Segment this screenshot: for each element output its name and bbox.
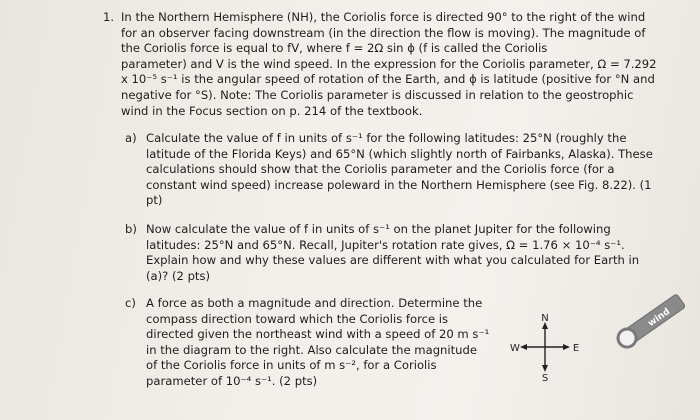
intro-line: the Coriolis force is equal to fV, where f = 2Ω sin ϕ (f is called the Coriolis (121, 41, 548, 56)
part-c-line: directed given the northeast wind with a speed of 20 m s⁻¹ (146, 327, 490, 342)
compass-south-label: S (541, 373, 549, 382)
part-b-text (146, 222, 666, 284)
part-a-line: latitude of the Florida Keys) and 65°N (which slightly north of Fairbanks, Alaska). These (146, 146, 653, 161)
wind-label: wind (646, 306, 673, 329)
part-c-line: of the Coriolis force in units of m s⁻², for a Coriolis (146, 358, 437, 373)
intro-line: x 10⁻⁵ s⁻¹ is the angular speed of rotation of the Earth, and ϕ is latitude (positive for °N and (121, 72, 655, 87)
part-a-line: pt) (146, 193, 163, 208)
part-c-text (146, 296, 516, 390)
intro-line: In the Northern Hemisphere (NH), the Coriolis force is directed 90° to the right of the wind (121, 10, 646, 24)
part-a-line: calculations should show that the Coriolis parameter and the Coriolis force (for a (146, 162, 615, 177)
question-number: 1. (103, 10, 115, 24)
part-c-line: compass direction toward which the Coriolis force is (146, 311, 449, 326)
part-c-line: A force as both a magnitude and direction. Determine the (146, 296, 483, 310)
part-c-line: in the diagram to the right. Also calculate the magnitude (146, 342, 478, 357)
part-a-line: constant wind speed) increase poleward in the Northern Hemisphere (see Fig. 8.22). (1 (146, 177, 652, 192)
compass-rose (510, 312, 580, 382)
compass-west-label: W (510, 343, 520, 354)
part-b-line: Explain how and why these values are different with what you calculated for Earth in (146, 253, 640, 268)
part-b-line: (a)? (2 pts) (146, 268, 211, 283)
part-c-line: parameter of 10⁻⁴ s⁻¹. (2 pts) (146, 373, 318, 388)
question-intro (121, 10, 657, 119)
part-a-text (146, 131, 666, 209)
intro-line: parameter) and V is the wind speed. In the expression for the Coriolis parameter, Ω = 7.292 (121, 56, 657, 71)
compass-east-label: E (572, 343, 580, 354)
intro-line: negative for °S). Note: The Coriolis parameter is discussed in relation to the geostrophic (121, 87, 634, 102)
compass-north-label: N (541, 313, 549, 324)
part-b-line: Now calculate the value of f in units of s⁻¹ on the planet Jupiter for the following (146, 222, 611, 236)
intro-line: for an observer facing downstream (in the direction the flow is moving). The magnitude of (121, 25, 646, 40)
part-a-line: Calculate the value of f in units of s⁻¹ for the following latitudes: 25°N (roughly the (146, 131, 627, 145)
wind-arrow-icon (610, 292, 690, 352)
part-b-label: b) (125, 222, 137, 236)
part-c-label: c) (125, 296, 136, 310)
part-b-line: latitudes: 25°N and 65°N. Recall, Jupiter's rotation rate gives, Ω = 1.76 × 10⁻⁴ s⁻¹. (146, 237, 625, 252)
intro-line: wind in the Focus section on p. 214 of the textbook. (121, 103, 423, 118)
part-a-label: a) (125, 131, 137, 145)
